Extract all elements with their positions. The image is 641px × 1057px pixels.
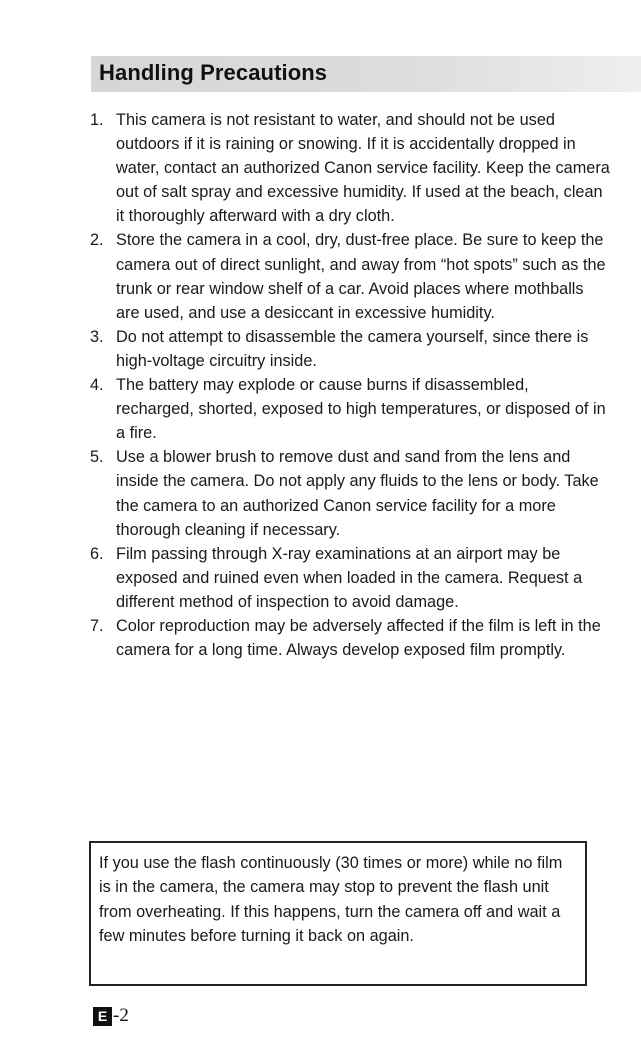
list-item-text: This camera is not resistant to water, and should not be used outdoors if it is raining or snowing. If it is accidentally dropped in water, contact an authorized Canon service facility. Keep the camera out of salt spray and excessive humidity. If used at the beach, clean it thoroughly afterward with a dry cloth. <box>116 111 610 226</box>
list-item <box>90 228 610 324</box>
list-item <box>90 325 610 373</box>
list-item-text: Do not attempt to disassemble the camera yourself, since there is high-voltage circuitry inside. <box>116 327 589 370</box>
list-item-text: The battery may explode or cause burns if disassembled, recharged, shorted, exposed to high temperatures, or disposed of in a fire. <box>116 376 606 443</box>
list-item-number: 3. <box>90 327 104 346</box>
list-item-number: 6. <box>90 544 104 563</box>
page-title: Handling Precautions <box>99 60 328 85</box>
section-heading-bar <box>91 56 641 92</box>
precautions-list <box>90 108 610 662</box>
list-item-number: 5. <box>90 448 104 467</box>
flash-note-text: If you use the flash continuously (30 times or more) while no film is in the camera, the camera may stop to prevent the flash unit from overheating. If this happens, turn the camera off and wait a few minutes before turning it back on again. <box>99 854 563 945</box>
flash-note-box <box>89 841 587 986</box>
list-item <box>90 108 610 228</box>
list-item-text: Store the camera in a cool, dry, dust-free place. Be sure to keep the camera out of direct sunlight, and away from “hot spots” such as the trunk or rear window shelf of a car. Avoid places where mothballs are used, and use a desiccant in excessive humidity. <box>116 231 606 322</box>
list-item <box>90 373 610 445</box>
section-badge: E <box>93 1007 112 1026</box>
list-item <box>90 614 610 662</box>
list-item-text: Film passing through X-ray examinations at an airport may be exposed and ruined even when loaded in the camera. Request a different method of inspection to avoid damage. <box>116 544 583 611</box>
list-item-number: 1. <box>90 111 104 129</box>
list-item-number: 2. <box>90 231 104 250</box>
list-item-number: 4. <box>90 376 104 395</box>
page-number: -2 <box>113 1005 129 1026</box>
list-item <box>90 542 610 614</box>
list-item-text: Use a blower brush to remove dust and sand from the lens and inside the camera. Do not apply any fluids to the lens or body. Take the camera to an authorized Canon service facility for a more thorough cleaning if necessary. <box>116 448 599 539</box>
list-item-text: Color reproduction may be adversely affected if the film is left in the camera for a long time. Always develop exposed film promptly. <box>116 616 601 660</box>
list-item-number: 7. <box>90 616 104 635</box>
page-footer <box>93 1004 129 1028</box>
list-item <box>90 445 610 541</box>
